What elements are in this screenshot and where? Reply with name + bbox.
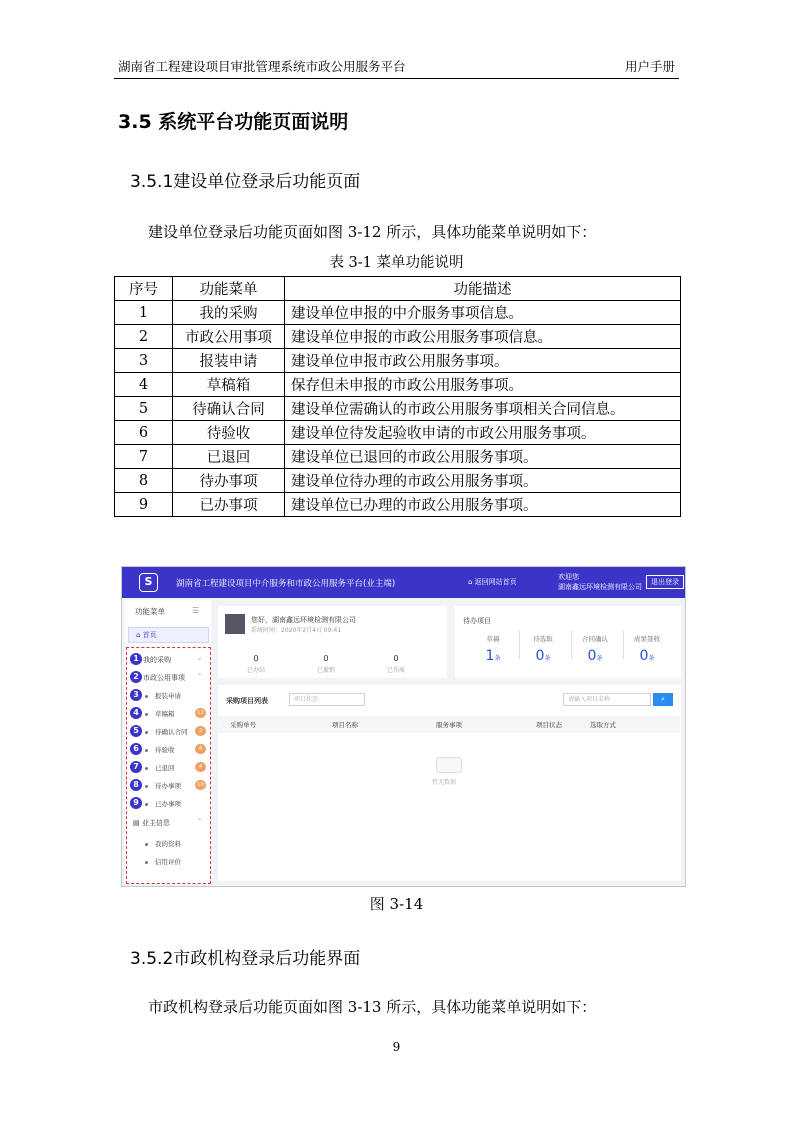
section-3-5-2-heading: 3.5.2市政机构登录后功能界面 (130, 949, 361, 969)
project-search-input[interactable]: 请输入项目名称 (563, 693, 651, 706)
chevron-down-icon: ⌄ (197, 655, 203, 662)
sidebar-item-returned[interactable]: 已退回 (155, 764, 175, 772)
callout-number: 1 (130, 653, 142, 665)
stat-label: 已撤销 (316, 667, 335, 674)
todo-label: 草稿 (486, 635, 500, 643)
list-icon: ▤ (133, 819, 142, 827)
app-logo: S (139, 573, 158, 592)
callout-number: 7 (130, 761, 142, 773)
page-number: 9 (392, 1040, 401, 1054)
todo-card (455, 606, 681, 678)
sidebar-item-my-purchases[interactable]: 我的采购 (143, 656, 171, 664)
column-header: 采购单号 (230, 721, 256, 729)
company-name: 湖南鑫远环境检测有限公司 (558, 583, 642, 591)
todo-label: 成果签收 (634, 635, 660, 643)
chevron-up-icon: ⌃ (197, 818, 203, 825)
todo-count-value: 1 (485, 648, 495, 664)
table-caption: 表 3-1 菜单功能说明 (329, 255, 464, 271)
sidebar-item-done[interactable]: 已办事项 (155, 800, 181, 808)
table-cell: 已退回 (173, 445, 285, 469)
section-3-5-1-heading: 3.5.1建设单位登录后功能页面 (130, 172, 361, 192)
table-cell: 7 (115, 445, 173, 469)
figure-caption: 图 3-14 (369, 895, 424, 913)
home-icon: ⌂ (468, 578, 475, 586)
section-3-5-heading: 3.5 系统平台功能页面说明 (118, 111, 349, 133)
table-row (115, 349, 681, 373)
sidebar-home-label: 首页 (142, 631, 157, 639)
callout-number: 6 (130, 743, 142, 755)
callout-number: 4 (130, 707, 142, 719)
table-cell: 待办事项 (173, 469, 285, 493)
sidebar-group-owner-info[interactable] (133, 818, 170, 828)
logout-button[interactable]: 退出登录 (646, 575, 684, 589)
table-cell: 保存但未申报的市政公用服务事项。 (285, 373, 681, 397)
count-badge: 4 (195, 744, 206, 754)
table-cell: 建设单位已退回的市政公用服务事项。 (285, 445, 681, 469)
menu-toggle-icon[interactable]: ☰ (192, 606, 200, 615)
table-cell: 1 (115, 301, 173, 325)
home-icon: ⌂ (136, 631, 143, 639)
divider (571, 631, 572, 659)
callout-number: 5 (130, 725, 142, 737)
todo-label: 待选取 (533, 635, 553, 643)
divider (623, 631, 624, 659)
search-button[interactable] (653, 693, 673, 706)
welcome-label: 欢迎您 (558, 573, 579, 581)
bullet-dot (145, 861, 148, 864)
table-cell: 建设单位需确认的市政公用服务事项相关合同信息。 (285, 397, 681, 421)
table-row (115, 373, 681, 397)
menu-function-table (114, 276, 681, 517)
count-badge: 10 (197, 782, 204, 788)
chevron-up-icon: ⌃ (197, 673, 203, 680)
callout-number: 8 (130, 779, 142, 791)
profile-card (218, 606, 447, 678)
app-screenshot-figure (121, 566, 686, 887)
todo-count-value: 0 (587, 648, 597, 664)
home-link[interactable] (468, 577, 517, 587)
sidebar-item-credit-rating[interactable]: 信用评价 (155, 858, 181, 866)
count-badge: 4 (195, 762, 206, 772)
table-cell: 待确认合同 (173, 397, 285, 421)
table-cell: 我的采购 (173, 301, 285, 325)
stat-value: 0 (323, 654, 329, 663)
home-link-label: 返回网站首页 (474, 578, 517, 586)
stat-label: 已作废 (386, 667, 405, 674)
count-badge: 2 (195, 726, 206, 736)
column-header: 选取方式 (590, 721, 616, 729)
todo-count[interactable] (575, 648, 615, 664)
todo-count-value: 0 (535, 648, 545, 664)
bullet-dot (145, 713, 148, 716)
bullet-dot (145, 803, 148, 806)
running-header-doc-type: 用户手册 (624, 59, 675, 74)
table-cell: 5 (115, 397, 173, 421)
todo-label: 合同确认 (582, 635, 608, 643)
todo-count-unit: 条 (596, 655, 603, 662)
todo-count-value: 0 (639, 648, 649, 664)
callout-number: 9 (130, 797, 142, 809)
sidebar-group-label: 业主信息 (141, 819, 170, 827)
column-header: 项目名称 (332, 721, 358, 729)
todo-count-unit: 条 (494, 655, 501, 662)
table-cell: 2 (115, 325, 173, 349)
stat-value: 0 (253, 654, 259, 663)
table-header-cell: 序号 (115, 277, 173, 301)
sidebar-title: 功能菜单 (135, 607, 165, 616)
table-cell: 市政公用事项 (173, 325, 285, 349)
sidebar-item-drafts[interactable]: 草稿箱 (155, 710, 175, 718)
status-select[interactable]: 项目状态 (289, 693, 365, 706)
callout-number: 2 (130, 671, 142, 683)
todo-count[interactable] (627, 648, 667, 664)
divider (519, 631, 520, 659)
sidebar-item-my-profile[interactable]: 我的资料 (155, 840, 181, 848)
table-header-row (115, 277, 681, 301)
table-row (115, 421, 681, 445)
welcome-block (558, 572, 642, 592)
todo-title: 待办项目 (463, 617, 491, 625)
column-header: 服务事项 (436, 721, 462, 729)
table-cell: 9 (115, 493, 173, 517)
sidebar (125, 600, 211, 884)
table-row (115, 301, 681, 325)
table-cell: 8 (115, 469, 173, 493)
app-top-bar (122, 567, 685, 598)
app-title: 湖南省工程建设项目中介服务和市政公用服务平台(业主端) (176, 579, 396, 589)
system-time: 系统时间：2020年2月4日 09:41 (251, 627, 342, 634)
table-header-cell: 功能菜单 (173, 277, 285, 301)
sidebar-item-todo[interactable]: 待办事项 (155, 782, 181, 790)
sidebar-item-home[interactable] (128, 627, 209, 643)
table-cell: 4 (115, 373, 173, 397)
sidebar-item-municipal-matters[interactable]: 市政公用事项 (143, 674, 185, 682)
bullet-dot (145, 749, 148, 752)
bullet-dot (145, 695, 148, 698)
bullet-dot (145, 785, 148, 788)
stat-label: 已办结 (246, 667, 265, 674)
table-cell: 3 (115, 349, 173, 373)
table-cell: 建设单位已办理的市政公用服务事项。 (285, 493, 681, 517)
sidebar-item-pending-acceptance[interactable]: 待验收 (155, 746, 175, 754)
empty-state-text: 暂无数据 (432, 779, 457, 786)
table-header-cell: 功能描述 (285, 277, 681, 301)
todo-count[interactable] (473, 648, 513, 664)
header-rule (114, 78, 679, 79)
table-cell: 报装申请 (173, 349, 285, 373)
search-icon: ⌕ (661, 695, 665, 703)
table-cell: 已办事项 (173, 493, 285, 517)
table-cell: 建设单位申报的市政公用服务事项信息。 (285, 325, 681, 349)
table-row (115, 493, 681, 517)
todo-count[interactable] (523, 648, 563, 664)
stat-value: 0 (393, 654, 399, 663)
table-cell: 6 (115, 421, 173, 445)
column-header: 项目状态 (536, 721, 562, 729)
table-cell: 建设单位待办理的市政公用服务事项。 (285, 469, 681, 493)
avatar (225, 614, 245, 634)
sidebar-item-install-application[interactable]: 报装申请 (155, 692, 181, 700)
table-row (115, 325, 681, 349)
bullet-dot (145, 731, 148, 734)
table-cell: 建设单位申报市政公用服务事项。 (285, 349, 681, 373)
table-cell: 草稿箱 (173, 373, 285, 397)
todo-count-unit: 条 (544, 655, 551, 662)
purchase-list-card (218, 685, 681, 881)
sidebar-item-contracts-pending[interactable]: 待确认合同 (155, 728, 188, 736)
list-title: 采购项目列表 (226, 697, 268, 705)
bullet-dot (145, 843, 148, 846)
empty-box-icon (436, 757, 462, 773)
table-row (115, 469, 681, 493)
table-row (115, 445, 681, 469)
table-cell: 建设单位待发起验收申请的市政公用服务事项。 (285, 421, 681, 445)
running-header-title: 湖南省工程建设项目审批管理系统市政公用服务平台 (118, 59, 406, 74)
bullet-dot (145, 767, 148, 770)
todo-count-unit: 条 (648, 655, 655, 662)
section-3-5-1-paragraph: 建设单位登录后功能页面如图 3-12 所示，具体功能菜单说明如下： (148, 223, 597, 241)
table-cell: 建设单位申报的中介服务事项信息。 (285, 301, 681, 325)
callout-number: 3 (130, 689, 142, 701)
section-3-5-2-paragraph: 市政机构登录后功能页面如图 3-13 所示，具体功能菜单说明如下： (148, 998, 597, 1016)
greeting-text: 您好，湖南鑫远环境检测有限公司 (251, 616, 356, 624)
table-cell: 待验收 (173, 421, 285, 445)
list-table-header (218, 716, 680, 733)
count-badge: 12 (197, 710, 204, 716)
table-row (115, 397, 681, 421)
